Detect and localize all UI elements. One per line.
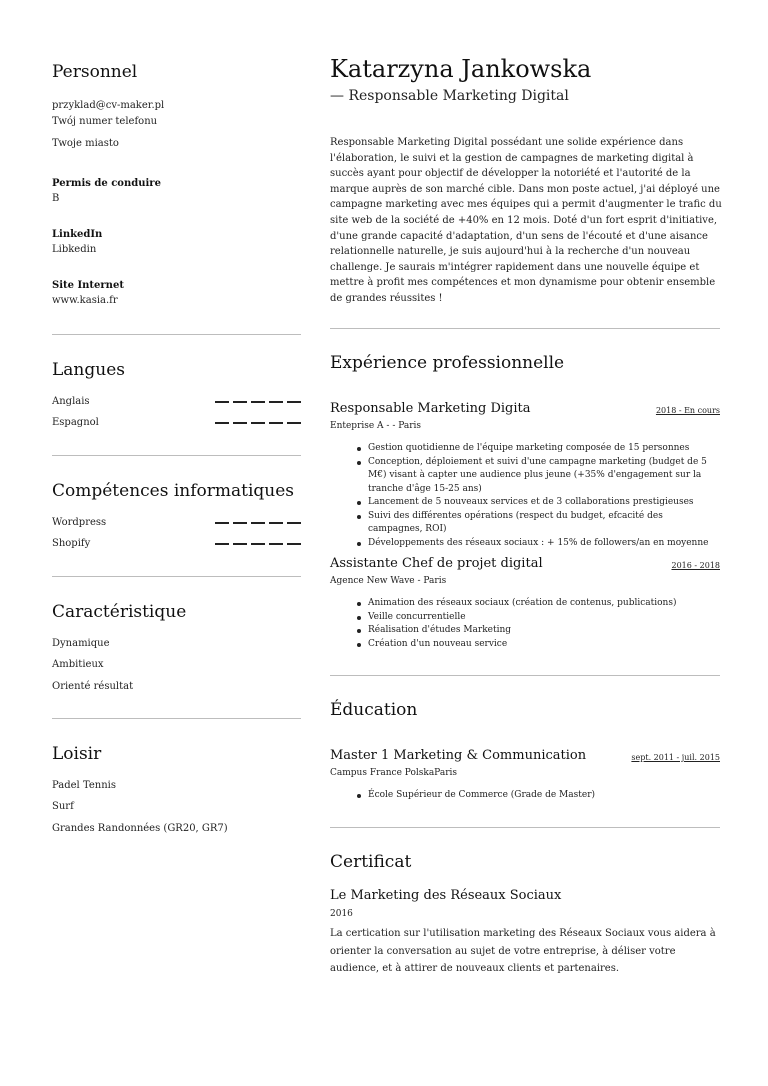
skill-row bbox=[52, 536, 301, 552]
list-item: Ambitieux bbox=[52, 659, 104, 670]
personal-heading: Personnel bbox=[52, 62, 138, 82]
certificate-title: Le Marketing des Réseaux Sociaux bbox=[330, 888, 562, 903]
certificate-year: 2016 bbox=[330, 909, 353, 919]
list-item: Veille concurrentielle bbox=[368, 611, 720, 625]
education-bullets bbox=[368, 789, 720, 803]
linkedin-value[interactable]: Libkedin bbox=[52, 244, 97, 255]
candidate-name: Katarzyna Jankowska bbox=[330, 55, 592, 83]
job-company: Enteprise A - - Paris bbox=[330, 421, 422, 431]
list-item: Lancement de 5 nouveaux services et de 3 collaborations prestigieuses bbox=[368, 496, 720, 510]
skill-row bbox=[52, 515, 301, 531]
list-item: Réalisation d'études Marketing bbox=[368, 624, 720, 638]
job-company: Agence New Wave - Paris bbox=[330, 576, 447, 586]
skill-level-indicator bbox=[215, 522, 301, 524]
list-item: Gestion quotidienne de l'équipe marketing composée de 15 personnes bbox=[368, 442, 720, 456]
divider bbox=[330, 827, 720, 828]
certificate-description: La certication sur l'utilisation marketing des Réseaux Sociaux vous aidera à orienter la conversation au sujet de votre entreprise, à déliser votre audience, et à attirer de nouveaux clients et partenaires. bbox=[330, 928, 716, 974]
job-subtitle: — Responsable Marketing Digital bbox=[330, 88, 569, 104]
divider bbox=[52, 576, 301, 577]
list-item: Surf bbox=[52, 801, 74, 812]
skill-name: Shopify bbox=[52, 538, 91, 549]
job-title: Responsable Marketing Digita bbox=[330, 401, 531, 416]
traits-heading: Caractéristique bbox=[52, 602, 187, 622]
degree-title: Master 1 Marketing & Communication bbox=[330, 748, 587, 763]
job-date: 2018 - En cours bbox=[655, 406, 720, 415]
education-heading: Éducation bbox=[330, 700, 418, 720]
job-title: Assistante Chef de projet digital bbox=[330, 556, 543, 571]
divider bbox=[52, 718, 301, 719]
email[interactable]: przyklad@cv-maker.pl bbox=[52, 100, 165, 111]
divider bbox=[330, 675, 720, 676]
certificate-heading: Certificat bbox=[330, 852, 412, 872]
city: Twoje miasto bbox=[52, 138, 119, 149]
list-item: Orienté résultat bbox=[52, 681, 134, 692]
skill-name: Wordpress bbox=[52, 517, 107, 528]
list-item: Développements des réseaux sociaux : + 15% de followers/an en moyenne bbox=[368, 537, 720, 551]
languages-heading: Langues bbox=[52, 360, 125, 380]
computer-skills-heading: Compétences informatiques bbox=[52, 481, 295, 501]
linkedin-label: LinkedIn bbox=[52, 229, 103, 240]
list-item: Padel Tennis bbox=[52, 780, 116, 791]
language-name: Anglais bbox=[52, 396, 90, 407]
license-label: Permis de conduire bbox=[52, 178, 161, 189]
job-bullets bbox=[368, 597, 720, 651]
website-label: Site Internet bbox=[52, 280, 124, 291]
language-row bbox=[52, 394, 301, 410]
school-name: Campus France PolskaParis bbox=[330, 768, 458, 778]
language-row bbox=[52, 415, 301, 431]
list-item: École Supérieur de Commerce (Grade de Master) bbox=[368, 789, 720, 803]
language-level-indicator bbox=[215, 401, 301, 403]
website-value[interactable]: www.kasia.fr bbox=[52, 295, 118, 306]
list-item: Conception, déploiement et suivi d'une campagne marketing (budget de 5 M€) visant à capter une audience plus jeune (+35% d'engagement sur la tranche d'âge 15-25 ans) bbox=[368, 456, 720, 497]
list-item: Animation des réseaux sociaux (création de contenus, publications) bbox=[368, 597, 720, 611]
experience-heading: Expérience professionnelle bbox=[330, 353, 565, 373]
profile-summary: Responsable Marketing Digital possédant une solide expérience dans l'élaboration, le suivi et la gestion de campagnes de marketing digital à succès ayant pour objectif de développer la notoriété et l'autorité de la marque auprès de son marché cible. Dans mon poste actuel, j'ai déployé une campagne marketing avec mes équipes qui a permit d'augmenter le trafic du site web de la société de +40% en 12 mois. Doté d'un fort esprit d'initiative, d'une grande capacité d'adaptation, d'un sens de l'écouté et d'une aisance relationnelle naturelle, je suis aujourd'hui à la recherche d'un nouveau challenge. Je saurais m'intégrer rapidement dans une nouvelle équipe et mettre à profit mes compétences et mon dynamisme pour obtenir ensemble de grandes réussites ! bbox=[330, 137, 722, 304]
list-item: Dynamique bbox=[52, 638, 110, 649]
language-name: Espagnol bbox=[52, 417, 99, 428]
job-bullets bbox=[368, 442, 720, 550]
language-level-indicator bbox=[215, 422, 301, 424]
phone: Twój numer telefonu bbox=[52, 116, 158, 127]
skill-level-indicator bbox=[215, 543, 301, 545]
divider bbox=[52, 334, 301, 335]
education-date: sept. 2011 - juil. 2015 bbox=[631, 753, 720, 762]
divider bbox=[52, 455, 301, 456]
hobbies-heading: Loisir bbox=[52, 744, 102, 764]
list-item: Grandes Randonnées (GR20, GR7) bbox=[52, 823, 228, 834]
license-value: B bbox=[52, 193, 60, 204]
list-item: Création d'un nouveau service bbox=[368, 638, 720, 652]
list-item: Suivi des différentes opérations (respect du budget, efcacité des campagnes, ROI) bbox=[368, 510, 720, 537]
job-date: 2016 - 2018 bbox=[671, 561, 720, 570]
divider bbox=[330, 328, 720, 329]
